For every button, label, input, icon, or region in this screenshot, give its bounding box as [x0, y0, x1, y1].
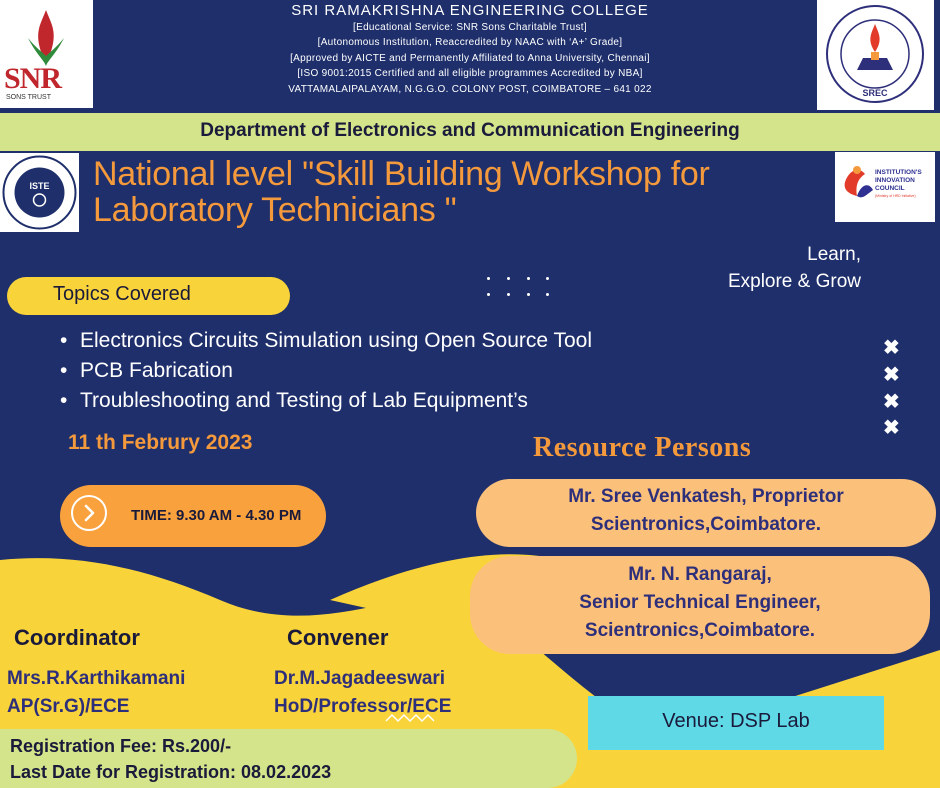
iic-logo — [835, 152, 935, 222]
workshop-title — [93, 156, 813, 228]
decorative-dot — [487, 293, 490, 296]
event-time: TIME: 9.30 AM - 4.30 PM — [131, 507, 302, 524]
header-line: [Autonomous Institution, Reaccredited by NAAC with ‘A+’ Grade] — [317, 37, 623, 49]
header-line: [Educational Service: SNR Sons Charitable Trust] — [353, 22, 587, 33]
tagline-line1: Learn, — [807, 244, 861, 265]
event-date: 11 th Februry 2023 — [68, 431, 253, 454]
cross-icon: ✖ — [883, 391, 900, 413]
header-address: VATTAMALAIPALAYAM, N.G.G.O. COLONY POST, COIMBATORE – 641 022 — [288, 83, 652, 95]
cross-icon: ✖ — [883, 364, 900, 386]
registration-fee: Registration Fee: Rs.200/- — [10, 736, 232, 756]
svg-text:ISTE: ISTE — [29, 181, 50, 191]
cross-icon: ✖ — [883, 337, 900, 359]
coordinator-designation: AP(Sr.G)/ECE — [7, 696, 130, 717]
snr-logo-text: SNR — [4, 62, 62, 95]
resource-person-line: Scientronics,Coimbatore. — [590, 514, 822, 535]
decorative-dot — [527, 293, 530, 296]
iste-logo — [0, 153, 79, 232]
decorative-dot — [507, 293, 510, 296]
tagline — [650, 241, 861, 295]
resource-person-card — [476, 479, 936, 547]
srec-logo — [817, 0, 934, 110]
decorative-dot — [546, 277, 549, 280]
topics-label: Topics Covered — [53, 283, 191, 305]
svg-text:SREC: SREC — [862, 88, 888, 98]
topic-item: • PCB Fabrication — [60, 356, 592, 386]
topic-list — [60, 326, 592, 416]
coordinator-heading: Coordinator — [14, 625, 140, 650]
header-line: [ISO 9001:2015 Certified and all eligible programmes Accredited by NBA] — [297, 68, 643, 80]
chevron-right-icon — [71, 495, 107, 531]
snr-logo-subtext: SONS TRUST — [6, 94, 51, 101]
convener-name: Dr.M.Jagadeeswari — [274, 668, 446, 689]
convener-heading: Convener — [287, 625, 389, 650]
decorative-dot — [527, 277, 530, 280]
topic-item: • Electronics Circuits Simulation using Open Source Tool — [60, 326, 592, 356]
svg-text:INSTITUTION'S: INSTITUTION'S — [875, 169, 922, 176]
convener-designation: HoD/Professor/ECE — [274, 696, 452, 717]
coordinator-details — [7, 665, 185, 721]
resource-person-line: Mr. Sree Venkatesh, Proprietor — [568, 486, 844, 507]
squiggle-decoration-icon — [385, 712, 439, 724]
resource-person-line: Mr. N. Rangaraj, — [628, 564, 772, 585]
tagline-line2: Explore & Grow — [727, 271, 861, 292]
department-bar — [0, 113, 940, 151]
registration-last-date: Last Date for Registration: 08.02.2023 — [10, 762, 332, 782]
department-name: Department of Electronics and Communication Engineering — [200, 120, 740, 141]
venue-text: Venue: DSP Lab — [662, 710, 810, 732]
srec-emblem-icon — [817, 0, 934, 110]
decorative-dot — [487, 277, 490, 280]
workshop-title-line1: National level "Skill Building Workshop for — [93, 155, 710, 193]
resource-person-card — [470, 556, 930, 654]
workshop-title-line2: Laboratory Technicians " — [93, 191, 457, 229]
resource-person-line: Scientronics,Coimbatore. — [584, 620, 816, 641]
svg-text:(Ministry of HRD Initiative): (Ministry of HRD Initiative) — [875, 194, 916, 198]
registration-info — [10, 733, 331, 785]
college-header-text — [150, 2, 790, 97]
coordinator-name: Mrs.R.Karthikamani — [7, 668, 186, 689]
decorative-dot — [507, 277, 510, 280]
svg-text:COUNCIL: COUNCIL — [875, 185, 905, 192]
venue-box — [588, 696, 884, 750]
iic-emblem-icon — [835, 152, 935, 222]
iste-emblem-icon — [0, 153, 79, 232]
college-name: SRI RAMAKRISHNA ENGINEERING COLLEGE — [291, 2, 649, 19]
decorative-dot — [546, 293, 549, 296]
resource-person-line: Senior Technical Engineer, — [579, 592, 821, 613]
flame-icon — [26, 8, 66, 68]
snr-trust-logo — [0, 0, 93, 108]
cross-icon: ✖ — [883, 417, 900, 439]
svg-text:INNOVATION: INNOVATION — [875, 177, 915, 184]
topic-item: • Troubleshooting and Testing of Lab Equipment’s — [60, 386, 592, 416]
header-line: [Approved by AICTE and Permanently Affiliated to Anna University, Chennai] — [290, 52, 650, 64]
resource-persons-heading: Resource Persons — [533, 432, 752, 463]
